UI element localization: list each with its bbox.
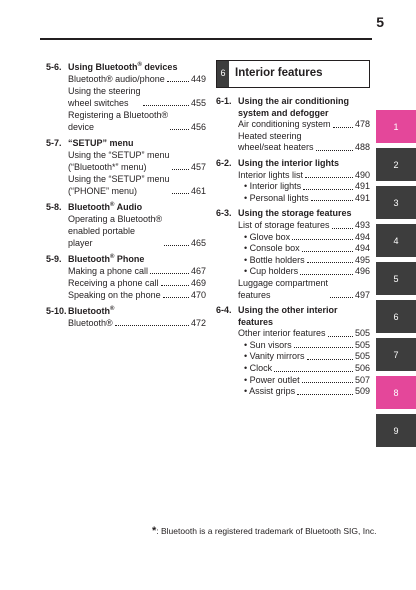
toc-entry-text xyxy=(238,278,328,301)
toc-entry-line: • Personal lights xyxy=(244,192,309,203)
toc-entry-text xyxy=(68,289,161,301)
header-rule xyxy=(40,38,372,40)
toc-entry-line: Using the “SETUP” menu xyxy=(68,150,170,160)
toc-page-number: 461 xyxy=(190,186,206,196)
registered-mark: ® xyxy=(110,306,115,312)
section-title-suffix: Phone xyxy=(114,254,145,264)
section-title xyxy=(238,305,370,328)
toc-entry-text xyxy=(244,181,301,193)
toc-entry-text xyxy=(244,340,292,352)
toc-right-column xyxy=(216,60,370,398)
section-heading[interactable] xyxy=(46,253,206,265)
dot-leader xyxy=(302,251,353,252)
toc-entry-line: • Clock xyxy=(244,363,273,374)
toc-entry-line: Interior lights list xyxy=(238,169,304,180)
toc-entry-text xyxy=(244,255,305,267)
toc-page-number: 455 xyxy=(190,98,206,108)
toc-left-column xyxy=(46,57,206,329)
toc-entry-line: Receiving a phone call xyxy=(68,278,159,288)
section-number: 6-4. xyxy=(216,305,232,316)
chapter-tab-8[interactable]: 8 xyxy=(376,376,416,409)
section-title-suffix: Audio xyxy=(114,202,143,212)
toc-page-number: 509 xyxy=(354,386,370,397)
toc-entry-line: Registering a Bluetooth® xyxy=(68,110,169,120)
section-title-line: Using the interior lights xyxy=(238,157,340,168)
toc-entry-text xyxy=(238,220,330,232)
section-title xyxy=(238,208,370,220)
toc-entry[interactable] xyxy=(216,170,370,182)
dot-leader xyxy=(307,359,353,360)
toc-entry-text xyxy=(68,173,170,197)
section-heading[interactable] xyxy=(216,96,370,119)
toc-entry-text xyxy=(244,351,305,363)
toc-entry-line: • Assist grips xyxy=(244,386,296,397)
section-title-text: Bluetooth xyxy=(68,306,110,316)
toc-entry[interactable] xyxy=(216,119,370,131)
dot-leader xyxy=(302,382,353,383)
dot-leader xyxy=(307,262,353,263)
toc-page-number: 495 xyxy=(354,254,370,265)
toc-entry[interactable] xyxy=(46,73,206,85)
toc-page-number: 497 xyxy=(354,289,370,300)
section-title xyxy=(68,61,206,73)
toc-entry-line: wheel/seat heaters xyxy=(238,142,314,153)
toc-page-number: 457 xyxy=(190,162,206,172)
dot-leader xyxy=(167,81,189,82)
section-heading[interactable] xyxy=(216,208,370,220)
section-title xyxy=(68,253,206,265)
dot-leader xyxy=(330,297,353,298)
toc-page-number: 472 xyxy=(190,318,206,328)
section-title xyxy=(68,201,206,213)
section-title-suffix: devices xyxy=(141,62,178,72)
toc-page-number: 494 xyxy=(354,243,370,254)
toc-page-number: 467 xyxy=(190,266,206,276)
dot-leader xyxy=(316,150,353,151)
toc-page-number: 507 xyxy=(354,374,370,385)
toc-page-number: 465 xyxy=(190,238,206,248)
chapter-number: 6 xyxy=(217,61,229,87)
section-title-text: Bluetooth xyxy=(68,202,110,212)
toc-entry-line: • Cup holders xyxy=(244,266,299,277)
chapter-tab-7[interactable]: 7 xyxy=(376,338,416,371)
dot-leader xyxy=(303,189,353,190)
dot-leader xyxy=(172,169,189,170)
toc-entry[interactable] xyxy=(46,317,206,329)
toc-entry[interactable] xyxy=(46,265,206,277)
toc-page-number: 469 xyxy=(190,278,206,288)
section-number: 5-7. xyxy=(46,138,62,148)
registered-mark: ® xyxy=(110,202,115,208)
dot-leader xyxy=(164,245,189,246)
section-number: 6-1. xyxy=(216,96,232,106)
section-title-line: system and defogger xyxy=(238,107,329,118)
toc-entry-line: List of storage features xyxy=(238,219,330,230)
toc-entry-line: enabled portable xyxy=(68,226,136,236)
dot-leader xyxy=(274,371,353,372)
section-heading[interactable] xyxy=(46,137,206,149)
dot-leader xyxy=(292,239,353,240)
section-title-line: Using the air conditioning xyxy=(238,96,349,106)
toc-entry-line: (“PHONE” menu) xyxy=(68,186,138,196)
toc-entry-line: Using the “SETUP” menu xyxy=(68,174,170,184)
toc-entry[interactable] xyxy=(46,149,206,173)
toc-entry-line: features xyxy=(238,289,271,300)
section-title-text: Using Bluetooth xyxy=(68,62,138,72)
section-heading[interactable] xyxy=(46,61,206,73)
dot-leader xyxy=(333,127,353,128)
toc-entry-line: Bluetooth® xyxy=(68,318,113,328)
section-heading[interactable] xyxy=(46,305,206,317)
dot-leader xyxy=(328,336,353,337)
toc-entry[interactable] xyxy=(216,340,370,352)
toc-entry-text xyxy=(68,109,168,133)
toc-page-number: 506 xyxy=(354,363,370,374)
toc-entry-text xyxy=(238,170,303,182)
dot-leader xyxy=(300,274,353,275)
toc-entry-text xyxy=(68,317,113,329)
dot-leader xyxy=(332,228,353,229)
chapter-tab-6[interactable]: 6 xyxy=(376,300,416,333)
section-number: 6-3. xyxy=(216,208,232,219)
toc-entry-text xyxy=(244,375,300,387)
dot-leader xyxy=(305,177,353,178)
toc-entry[interactable] xyxy=(216,351,370,363)
toc-entry-text xyxy=(68,277,159,289)
toc-entry-line: wheel switches xyxy=(68,98,129,108)
toc-page-number: 505 xyxy=(354,328,370,339)
toc-entry-line: (“Bluetooth*” menu) xyxy=(68,162,147,172)
toc-page-number: 494 xyxy=(354,231,370,242)
dot-leader xyxy=(172,193,189,194)
toc-entry[interactable] xyxy=(216,181,370,193)
toc-entry-line: Making a phone call xyxy=(68,266,149,276)
toc-entry-line: • Bottle holders xyxy=(244,254,305,265)
section-title xyxy=(238,158,370,170)
toc-entry[interactable] xyxy=(46,109,206,133)
chapter-tab-1[interactable]: 1 xyxy=(376,110,416,143)
chapter-tab-9[interactable]: 9 xyxy=(376,414,416,447)
toc-entry[interactable] xyxy=(216,363,370,375)
toc-page-number: 491 xyxy=(354,181,370,192)
toc-entry[interactable] xyxy=(216,266,370,278)
section-heading[interactable] xyxy=(216,158,370,170)
toc-entry-text xyxy=(68,213,162,249)
toc-entry-text xyxy=(238,131,314,154)
toc-entry[interactable] xyxy=(216,278,370,301)
chapter-title: Interior features xyxy=(235,67,323,80)
section-title xyxy=(238,96,370,119)
toc-page-number: 493 xyxy=(354,219,370,230)
toc-entry[interactable] xyxy=(216,232,370,244)
section-title xyxy=(68,137,206,149)
section-title xyxy=(68,305,206,317)
toc-entry-text xyxy=(244,266,298,278)
section-title-line: Using the other interior xyxy=(238,305,338,316)
toc-entry-line: Speaking on the phone xyxy=(68,290,161,300)
section-number: 5-9. xyxy=(46,254,62,264)
dot-leader xyxy=(115,325,189,326)
page-number: 5 xyxy=(376,14,384,30)
toc-entry-line: • Power outlet xyxy=(244,374,300,385)
toc-entry-text xyxy=(68,149,170,173)
footnote xyxy=(152,525,376,537)
chapter-tab-3[interactable]: 3 xyxy=(376,186,416,219)
toc-entry-line: • Console box xyxy=(244,243,300,254)
toc-page-number: 505 xyxy=(354,351,370,362)
toc-entry-text xyxy=(244,363,272,375)
toc-entry[interactable] xyxy=(216,328,370,340)
dot-leader xyxy=(311,200,353,201)
registered-mark: ® xyxy=(110,254,115,260)
toc-page-number: 478 xyxy=(354,119,370,130)
section-number: 5-10. xyxy=(46,306,67,316)
toc-entry-line: player xyxy=(68,238,93,248)
toc-entry-line: device xyxy=(68,122,95,132)
chapter-tab-4[interactable]: 4 xyxy=(376,224,416,257)
toc-entry-line: • Glove box xyxy=(244,231,291,242)
toc-entry[interactable] xyxy=(216,220,370,232)
toc-entry-text xyxy=(238,119,331,131)
toc-entry-text xyxy=(68,73,165,85)
toc-entry-line: Heated steering xyxy=(238,130,302,141)
toc-page-number: 496 xyxy=(354,266,370,277)
footnote-marker: * xyxy=(152,525,157,537)
toc-entry[interactable] xyxy=(216,386,370,398)
toc-page-number: 505 xyxy=(354,339,370,350)
section-number: 5-8. xyxy=(46,202,62,212)
section-number: 5-6. xyxy=(46,62,62,72)
dot-leader xyxy=(161,285,189,286)
toc-entry-line: • Vanity mirrors xyxy=(244,351,305,362)
toc-entry-text xyxy=(244,386,295,398)
section-title-text: “SETUP” menu xyxy=(68,138,134,148)
toc-entry-line: Using the steering xyxy=(68,86,141,96)
toc-entry[interactable] xyxy=(46,85,206,109)
section-title-line: Using the storage features xyxy=(238,208,352,219)
toc-entry[interactable] xyxy=(216,243,370,255)
toc-entry-text xyxy=(244,193,309,205)
section-title-line: features xyxy=(238,316,274,327)
section-number: 6-2. xyxy=(216,157,232,168)
toc-entry[interactable] xyxy=(216,193,370,205)
toc-entry-line: Other interior features xyxy=(238,328,326,339)
toc-entry[interactable] xyxy=(46,213,206,249)
toc-entry-text xyxy=(68,85,141,109)
toc-entry-text xyxy=(68,265,148,277)
toc-page-number: 456 xyxy=(190,122,206,132)
section-heading[interactable] xyxy=(46,201,206,213)
toc-entry[interactable] xyxy=(216,131,370,154)
toc-entry-line: • Interior lights xyxy=(244,181,302,192)
dot-leader xyxy=(294,347,353,348)
toc-page-number: 449 xyxy=(190,74,206,84)
dot-leader xyxy=(150,273,189,274)
toc-entry-line: Operating a Bluetooth® xyxy=(68,214,163,224)
chapter-heading[interactable] xyxy=(216,60,370,88)
dot-leader xyxy=(170,129,189,130)
toc-entry-line: Air conditioning system xyxy=(238,119,331,130)
section-title-text: Bluetooth xyxy=(68,254,110,264)
toc-page-number: 488 xyxy=(354,142,370,153)
section-heading[interactable] xyxy=(216,305,370,328)
toc-entry[interactable] xyxy=(216,375,370,387)
dot-leader xyxy=(297,394,353,395)
toc-page-number: 491 xyxy=(354,192,370,203)
chapter-side-tabs xyxy=(376,110,416,452)
toc-entry[interactable] xyxy=(216,255,370,267)
toc-page-number: 470 xyxy=(190,290,206,300)
toc-entry[interactable] xyxy=(46,173,206,197)
toc-entry-text xyxy=(238,328,326,340)
toc-entry-line: • Sun visors xyxy=(244,339,292,350)
registered-mark: ® xyxy=(137,62,142,68)
dot-leader xyxy=(143,105,189,106)
dot-leader xyxy=(163,297,189,298)
toc-entry-text xyxy=(244,243,300,255)
chapter-tab-5[interactable]: 5 xyxy=(376,262,416,295)
toc-entry-line: Luggage compartment xyxy=(238,277,329,288)
toc-page-number: 490 xyxy=(354,169,370,180)
toc-entry[interactable] xyxy=(46,277,206,289)
toc-entry[interactable] xyxy=(46,289,206,301)
footnote-text: : Bluetooth is a registered trademark of Bluetooth SIG, Inc. xyxy=(156,526,377,536)
toc-entry-line: Bluetooth® audio/phone xyxy=(68,74,165,84)
chapter-tab-2[interactable]: 2 xyxy=(376,148,416,181)
toc-entry-text xyxy=(244,232,290,244)
